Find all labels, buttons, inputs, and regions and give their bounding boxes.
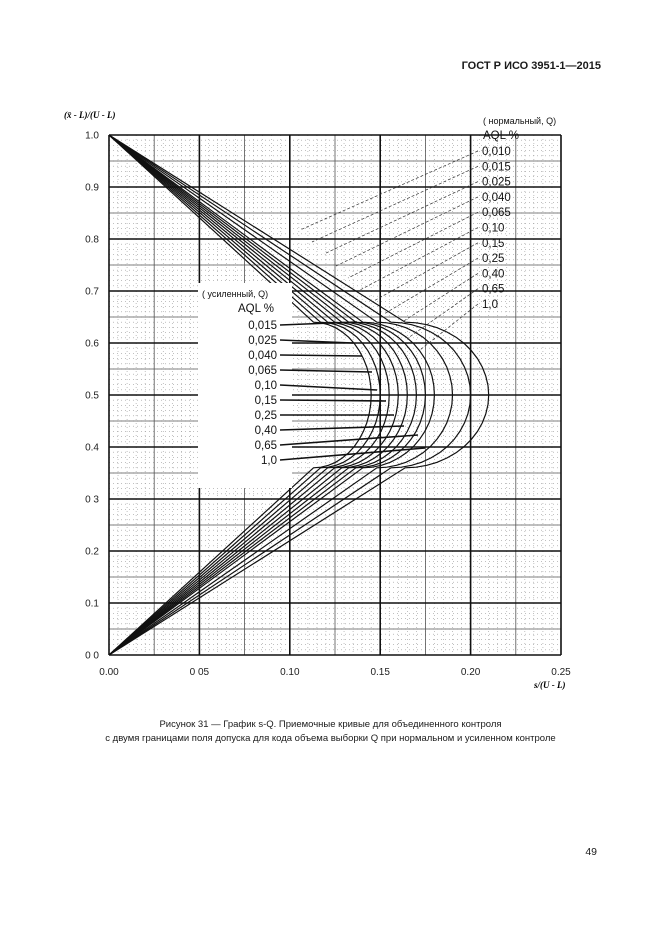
legend-normal-title: ( нормальный, Q)	[483, 116, 557, 126]
leader-line-dashed	[312, 166, 478, 242]
legend-tightened-title: ( усиленный, Q)	[202, 289, 269, 299]
legend-tightened-label: 0,15	[254, 395, 277, 407]
caption-line-1: Рисунок 31 — График s-Q. Приемочные кривые для объединенного контроля	[159, 719, 502, 730]
legend-normal-label: 0,10	[482, 222, 505, 235]
legend-tightened-unit: AQL %	[238, 303, 275, 315]
leader-line-dashed	[336, 197, 478, 266]
caption-line-2: с двумя границами поля допуска для кода объема выборки Q при нормальном и усиленном контроле	[105, 733, 556, 744]
y-tick-label: 0.9	[85, 182, 99, 194]
figure-caption	[0, 718, 661, 746]
legend-normal-label: 0,040	[482, 191, 511, 204]
y-tick-label: 0 0	[85, 650, 99, 662]
y-axis-label: (x̄ - L)/(U - L)	[64, 110, 116, 120]
x-tick-label: 0.00	[99, 667, 119, 678]
legend-normal-label: 1,0	[482, 299, 498, 311]
legend-tightened-label: 0,065	[248, 365, 277, 377]
legend-tightened-label: 0,025	[248, 335, 277, 347]
document-header: ГОСТ Р ИСО 3951-1—2015	[461, 60, 601, 72]
x-axis-label: s/(U - L)	[534, 680, 566, 690]
legend-normal-label: 0,65	[482, 283, 505, 296]
legend-tightened-label: 0,25	[254, 410, 277, 422]
legend-tightened-label: 0,015	[248, 320, 277, 332]
y-tick-label: 0.5	[85, 390, 99, 402]
x-tick-label: 0.10	[280, 667, 300, 678]
legend-normal-unit: AQL %	[483, 130, 520, 142]
legend-tightened-label: 0,040	[248, 350, 277, 362]
legend-normal-label: 0,010	[482, 146, 511, 158]
legend-normal-label: 0,15	[482, 237, 505, 250]
leader-line-dashed	[384, 258, 478, 314]
y-tick-label: 0.2	[85, 546, 99, 558]
legend-normal-label: 0,065	[482, 207, 511, 220]
legend-tightened-label: 0,40	[254, 425, 277, 437]
legend-tightened-label: 1,0	[261, 455, 277, 467]
y-tick-label: 0.7	[85, 286, 99, 298]
leader-line	[280, 385, 377, 390]
leader-line	[280, 370, 372, 372]
legend-normal-label: 0,40	[482, 268, 505, 281]
x-tick-label: 0.25	[551, 667, 571, 678]
leader-line	[280, 400, 386, 401]
y-tick-label: 0 3	[85, 494, 99, 506]
page-number: 49	[585, 846, 597, 858]
legend-normal-label: 0,025	[482, 176, 511, 189]
y-tick-label: 0.1	[85, 598, 99, 610]
x-tick-label: 0.20	[460, 667, 481, 678]
x-tick-label: 0.15	[370, 667, 390, 678]
legend-tightened-label: 0,10	[254, 380, 277, 392]
x-tick-label: 0 05	[189, 667, 210, 678]
legend-normal-label: 0,25	[482, 253, 505, 266]
y-tick-label: 0.8	[85, 234, 99, 246]
leader-line-dashed	[348, 212, 478, 278]
leader-line	[280, 448, 425, 460]
legend-tightened-label: 0,65	[254, 440, 277, 452]
y-tick-label: 1.0	[85, 130, 99, 142]
y-tick-label: 0.4	[85, 442, 99, 454]
y-tick-label: 0.6	[85, 338, 99, 350]
leader-line	[280, 355, 362, 356]
legend-normal-label: 0,015	[482, 161, 511, 174]
